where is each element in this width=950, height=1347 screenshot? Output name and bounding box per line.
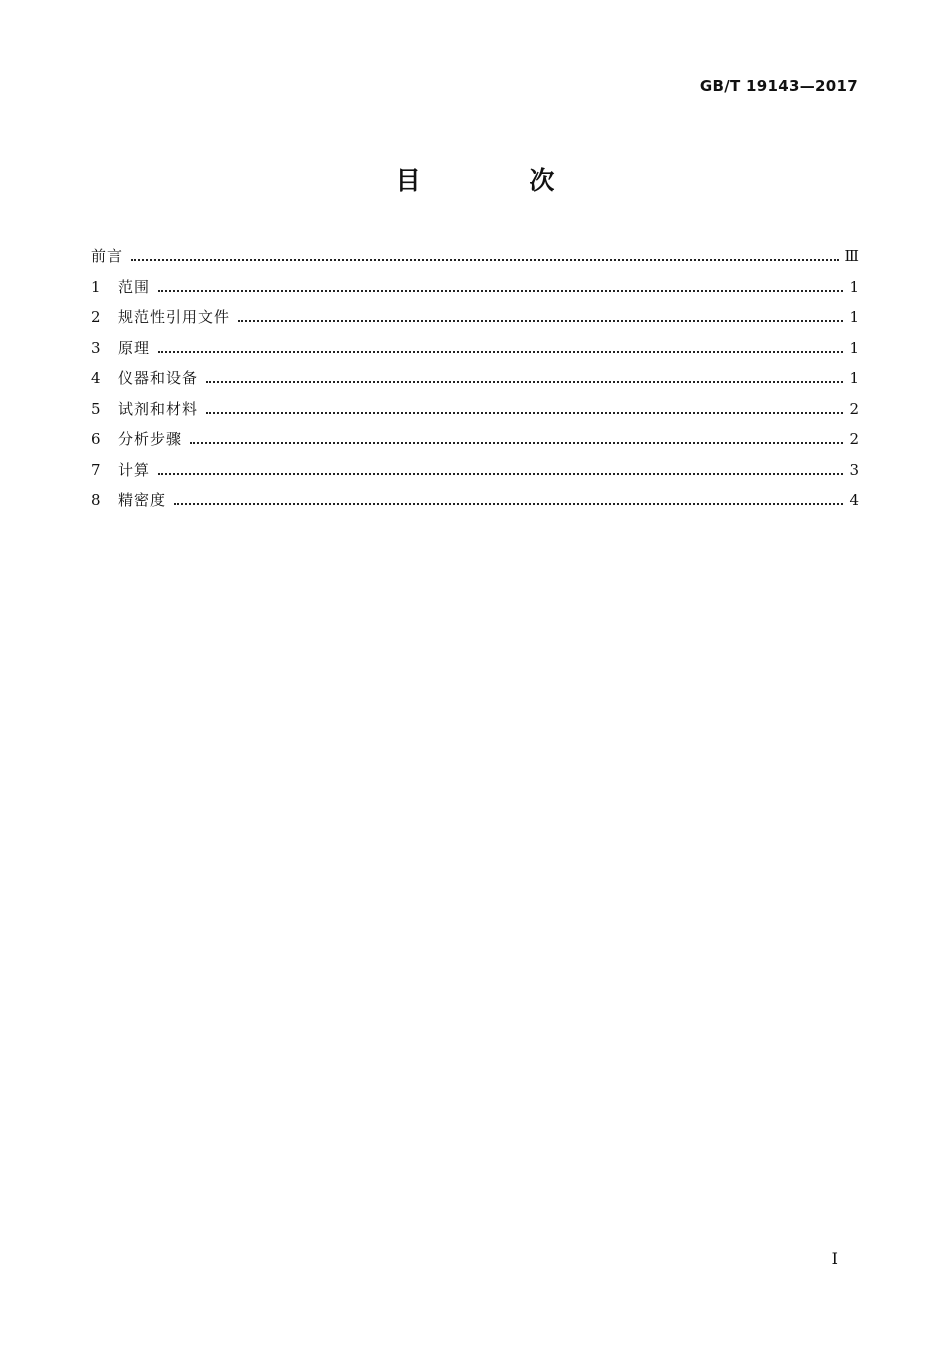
- toc-entry-number: 5: [91, 399, 101, 418]
- toc-leader-dots: [238, 320, 843, 322]
- toc-leader-dots: [158, 351, 843, 353]
- toc-leader-dots: [190, 442, 843, 444]
- toc-entry-number: 6: [91, 430, 101, 448]
- toc-entry-scope[interactable]: [91, 275, 859, 306]
- toc-entry-page: 2: [849, 430, 859, 448]
- toc-entry-precision[interactable]: [91, 488, 859, 519]
- toc-leader-dots: [158, 290, 843, 292]
- toc-entry-page: 1: [849, 369, 859, 387]
- toc-entry-number: 1: [91, 277, 101, 296]
- toc-entry-calculation[interactable]: [91, 458, 859, 489]
- toc-entry-number: 2: [91, 308, 101, 326]
- toc-entry-page: 1: [849, 338, 859, 357]
- toc-entry-number: 8: [91, 491, 101, 509]
- toc-entry-principle[interactable]: [91, 336, 859, 367]
- toc-entry-label: 计算: [118, 460, 151, 479]
- toc-entry-label: 范围: [118, 277, 151, 296]
- toc-entry-page: 2: [849, 399, 859, 418]
- toc-entry-page: 4: [849, 491, 859, 509]
- standard-number: GB/T 19143—2017: [699, 77, 858, 95]
- toc-entry-page: 3: [849, 460, 859, 479]
- table-of-contents: [91, 244, 859, 519]
- toc-entry-foreword[interactable]: [91, 244, 859, 275]
- toc-entry-normative-references[interactable]: [91, 305, 859, 336]
- toc-entry-apparatus[interactable]: [91, 366, 859, 397]
- page-number: I: [831, 1249, 838, 1268]
- toc-entry-procedure[interactable]: [91, 427, 859, 458]
- toc-entry-page: 1: [849, 308, 859, 326]
- toc-entry-number: 4: [91, 369, 101, 387]
- toc-entry-label: 精密度: [118, 491, 167, 509]
- toc-entry-label: 仪器和设备: [118, 369, 199, 387]
- toc-entry-reagents[interactable]: [91, 397, 859, 428]
- toc-entry-page: Ⅲ: [844, 247, 859, 265]
- toc-entry-label: 试剂和材料: [118, 399, 199, 418]
- toc-entry-page: 1: [849, 277, 859, 296]
- toc-entry-number: 3: [91, 338, 101, 357]
- toc-leader-dots: [158, 473, 843, 475]
- toc-leader-dots: [206, 381, 843, 383]
- toc-leader-dots: [131, 259, 839, 261]
- toc-entry-label: 前言: [91, 247, 124, 265]
- toc-entry-number: 7: [91, 460, 101, 479]
- toc-leader-dots: [206, 412, 843, 414]
- toc-leader-dots: [174, 503, 843, 505]
- toc-entry-label: 分析步骤: [118, 430, 183, 448]
- toc-entry-label: 规范性引用文件: [118, 308, 231, 326]
- toc-title: 目 次: [395, 166, 605, 195]
- toc-entry-label: 原理: [118, 338, 151, 357]
